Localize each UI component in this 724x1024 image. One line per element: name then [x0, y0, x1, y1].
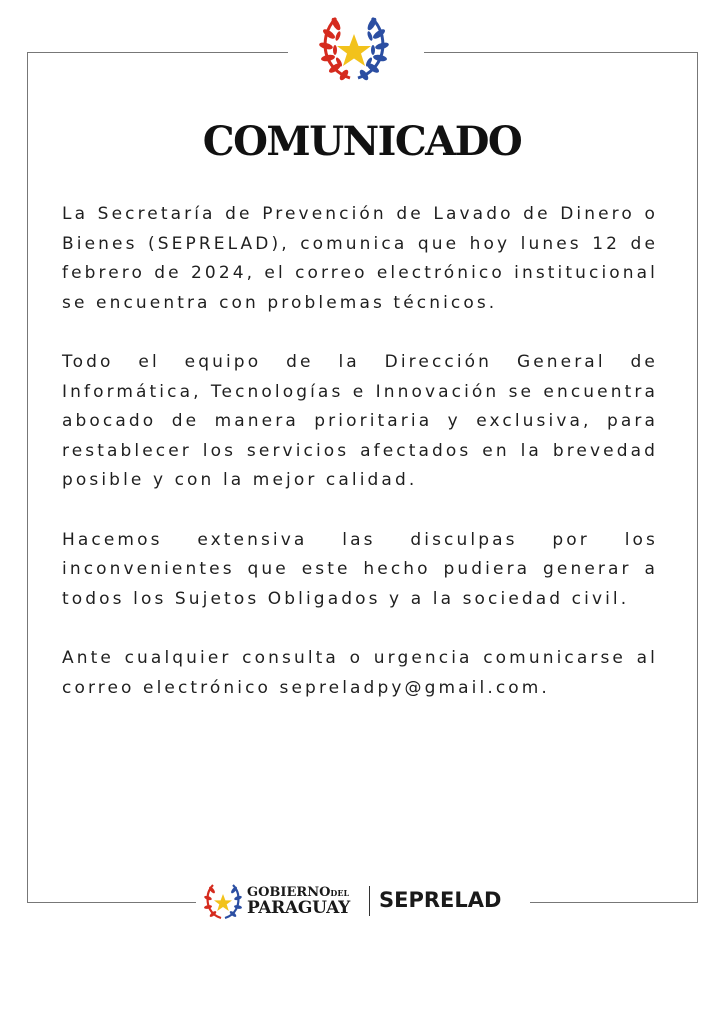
- del-word: DEL: [330, 888, 350, 898]
- footer-divider: [369, 886, 370, 916]
- footer-branding: [203, 882, 523, 922]
- paragraph-2: Todo el equipo de la Dirección General de Informática, Tecnologías e Innovación se encuentra abocado de manera prioritaria y exclusiva, para restablecer los servicios afectados en la brevedad posible y con la mejor calidad.: [62, 352, 658, 490]
- gobierno-word: GOBIERNO: [247, 885, 331, 900]
- paraguay-national-emblem-icon: [314, 14, 394, 86]
- agency-name: SEPRELAD: [379, 888, 502, 912]
- announcement-body: [62, 200, 658, 733]
- paragraph-3: Hacemos extensiva las disculpas por los inconvenientes que este hecho pudiera generar a todos los Sujetos Obligados y a la sociedad civil.: [62, 529, 658, 609]
- paraguay-label: PARAGUAY: [247, 898, 350, 918]
- page-title: COMUNICADO: [202, 118, 522, 165]
- paraguay-government-logo-icon: [203, 882, 243, 922]
- paragraph-4: Ante cualquier consulta o urgencia comunicarse al correo electrónico sepreladpy@gmail.com.: [62, 648, 658, 698]
- paragraph-1: La Secretaría de Prevención de Lavado de Dinero o Bienes (SEPRELAD), comunica que hoy lunes 12 de febrero de 2024, el correo electrónico institucional se encuentra con problemas técnicos.: [62, 204, 658, 313]
